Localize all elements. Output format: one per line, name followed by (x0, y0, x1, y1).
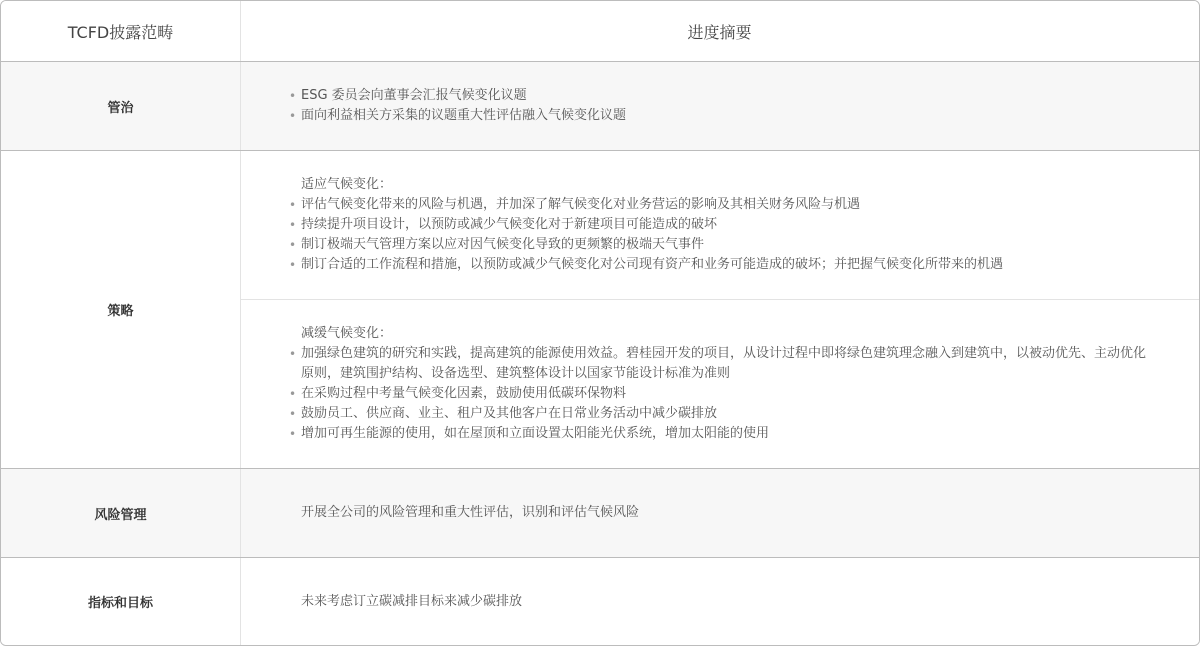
row-label-strategy: 策略 (1, 151, 241, 468)
list-item: • 鼓励员工、供应商、业主、租户及其他客户在日常业务活动中减少碳排放 (301, 404, 1149, 424)
header-category: TCFD披露范畴 (1, 1, 241, 61)
strategy-mitigation (240, 300, 1199, 468)
row-label-metrics-targets: 指标和目标 (1, 558, 241, 645)
table-row-strategy (1, 151, 1199, 469)
list-item: • 面向利益相关方采集的议题重大性评估融入气候变化议题 (301, 106, 1149, 126)
row-label-governance: 管治 (1, 62, 241, 150)
table-row-risk-management (1, 469, 1199, 558)
header-summary: 进度摘要 (687, 22, 752, 42)
mitigation-heading: 减缓气候变化： (301, 326, 393, 341)
row-content-strategy (240, 151, 1199, 468)
row-label-risk-management: 风险管理 (1, 469, 241, 557)
table-row-governance (1, 62, 1199, 151)
list-item: • 加强绿色建筑的研究和实践，提高建筑的能源使用效益。碧桂园开发的项目，从设计过程中即将绿色建筑理念融入到建筑中，以被动优先、主动优化原则，建筑围护结构、设备选型、建筑整体设计以国家节能设计标准为准则 (301, 344, 1149, 384)
list-item: • 持续提升项目设计，以预防或减少气候变化对于新建项目可能造成的破坏 (301, 215, 1149, 235)
row-content-metrics-targets (240, 558, 1199, 645)
row-content-governance (240, 62, 1199, 150)
mitigation-list (301, 344, 1149, 444)
list-item: • 评估气候变化带来的风险与机遇，并加深了解气候变化对业务营运的影响及其相关财务风险与机遇 (301, 195, 1149, 215)
adaptation-heading: 适应气候变化： (301, 177, 393, 192)
list-item: • 增加可再生能源的使用，如在屋顶和立面设置太阳能光伏系统，增加太阳能的使用 (301, 424, 1149, 444)
table-header (1, 1, 1199, 62)
governance-list (301, 86, 1149, 126)
adaptation-list (301, 195, 1149, 275)
strategy-adaptation (240, 151, 1199, 300)
metrics-text: 未来考虑订立碳减排目标来减少碳排放 (301, 593, 523, 609)
list-item: • 在采购过程中考量气候变化因素，鼓励使用低碳环保物料 (301, 384, 1149, 404)
list-item: • ESG 委员会向董事会汇报气候变化议题 (301, 86, 1149, 106)
list-item: • 制订极端天气管理方案以应对因气候变化导致的更频繁的极端天气事件 (301, 235, 1149, 255)
row-content-risk-management (240, 469, 1199, 557)
risk-text: 开展全公司的风险管理和重大性评估，识别和评估气候风险 (301, 505, 640, 520)
list-item: • 制订合适的工作流程和措施，以预防或减少气候变化对公司现有资产和业务可能造成的破坏；并把握气候变化所带来的机遇 (301, 255, 1149, 275)
table-row-metrics-targets (1, 558, 1199, 645)
